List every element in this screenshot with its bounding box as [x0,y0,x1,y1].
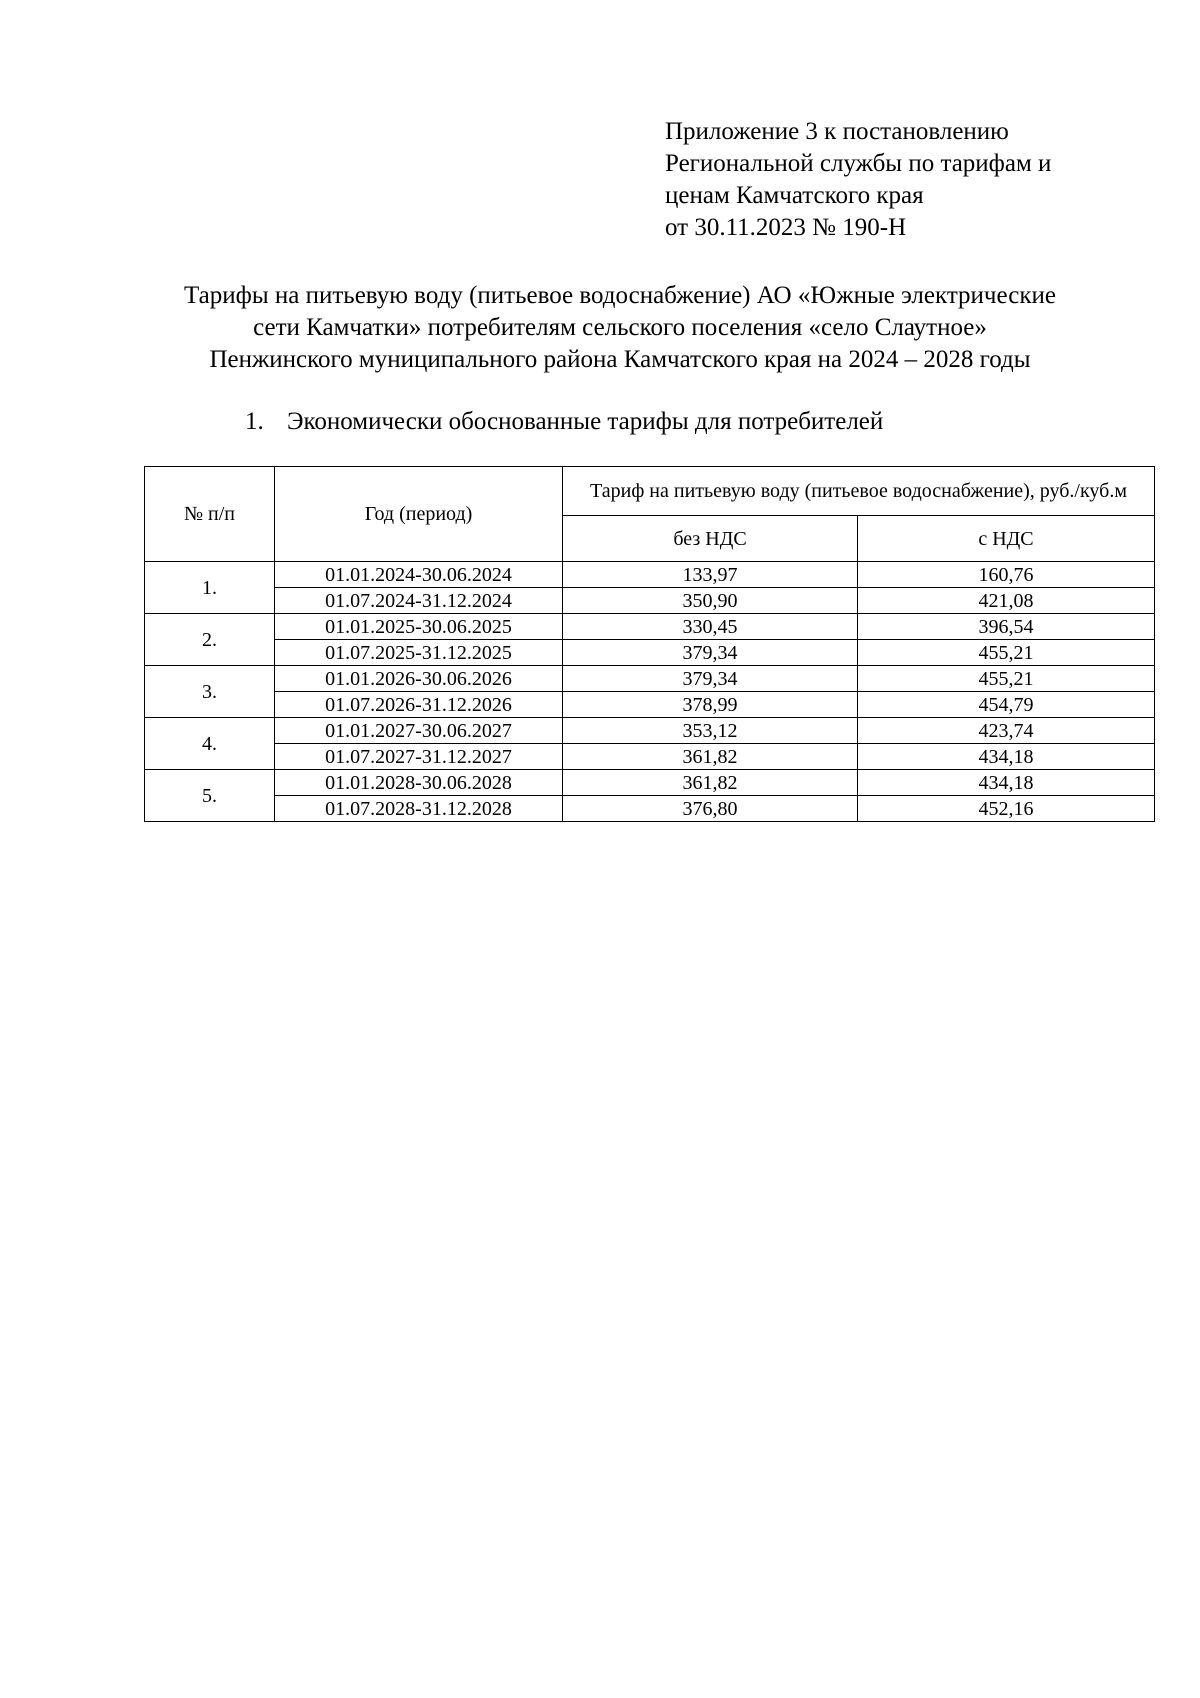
row-without-vat: 350,90 [563,588,858,614]
table-row [145,562,1155,588]
row-period: 01.07.2024-31.12.2024 [275,588,563,614]
row-with-vat: 423,74 [858,718,1155,744]
row-without-vat: 376,80 [563,796,858,822]
section-number: 1. [245,408,264,435]
row-without-vat: 361,82 [563,770,858,796]
row-without-vat: 133,97 [563,562,858,588]
annex-line: от 30.11.2023 № 190-Н [665,214,907,241]
row-without-vat: 378,99 [563,692,858,718]
table-row [145,770,1155,796]
row-period: 01.01.2025-30.06.2025 [275,614,563,640]
row-with-vat: 434,18 [858,744,1155,770]
row-period: 01.01.2028-30.06.2028 [275,770,563,796]
row-with-vat: 160,76 [858,562,1155,588]
annex-reference [665,116,1051,244]
title-line: Пенжинского муниципального района Камчатского края на 2024 – 2028 годы [209,346,1031,373]
row-period: 01.07.2028-31.12.2028 [275,796,563,822]
row-period: 01.01.2024-30.06.2024 [275,562,563,588]
row-number: 1. [145,562,275,614]
row-period: 01.07.2025-31.12.2025 [275,640,563,666]
row-without-vat: 379,34 [563,640,858,666]
title-line: сети Камчатки» потребителям сельского поселения «село Слаутное» [253,314,987,341]
row-with-vat: 455,21 [858,640,1155,666]
table-row [145,796,1155,822]
row-period: 01.01.2026-30.06.2026 [275,666,563,692]
header-without-vat: без НДС [563,516,858,562]
row-number: 4. [145,718,275,770]
document-title [120,280,1120,376]
row-with-vat: 455,21 [858,666,1155,692]
header-num: № п/п [145,467,275,562]
row-with-vat: 452,16 [858,796,1155,822]
table-row [145,614,1155,640]
row-with-vat: 396,54 [858,614,1155,640]
annex-line: Региональной службы по тарифам и [665,150,1052,177]
row-period: 01.07.2026-31.12.2026 [275,692,563,718]
table-row [145,588,1155,614]
title-line: Тарифы на питьевую воду (питьевое водоснабжение) АО «Южные электрические [184,282,1056,309]
row-period: 01.07.2027-31.12.2027 [275,744,563,770]
section-heading [245,406,883,438]
annex-line: ценам Камчатского края [665,182,924,209]
row-with-vat: 421,08 [858,588,1155,614]
row-number: 2. [145,614,275,666]
header-tariff: Тариф на питьевую воду (питьевое водоснабжение), руб./куб.м [563,467,1155,516]
table-row [145,692,1155,718]
header-with-vat: с НДС [858,516,1155,562]
row-without-vat: 379,34 [563,666,858,692]
table-row [145,744,1155,770]
row-without-vat: 361,82 [563,744,858,770]
row-number: 3. [145,666,275,718]
row-without-vat: 353,12 [563,718,858,744]
row-with-vat: 434,18 [858,770,1155,796]
annex-line: Приложение 3 к постановлению [665,118,1009,145]
row-number: 5. [145,770,275,822]
section-text: Экономически обоснованные тарифы для потребителей [287,408,884,435]
table-row [145,718,1155,744]
row-with-vat: 454,79 [858,692,1155,718]
tariff-table [144,466,1155,822]
table-row [145,640,1155,666]
row-period: 01.01.2027-30.06.2027 [275,718,563,744]
header-period: Год (период) [275,467,563,562]
table-row [145,666,1155,692]
row-without-vat: 330,45 [563,614,858,640]
